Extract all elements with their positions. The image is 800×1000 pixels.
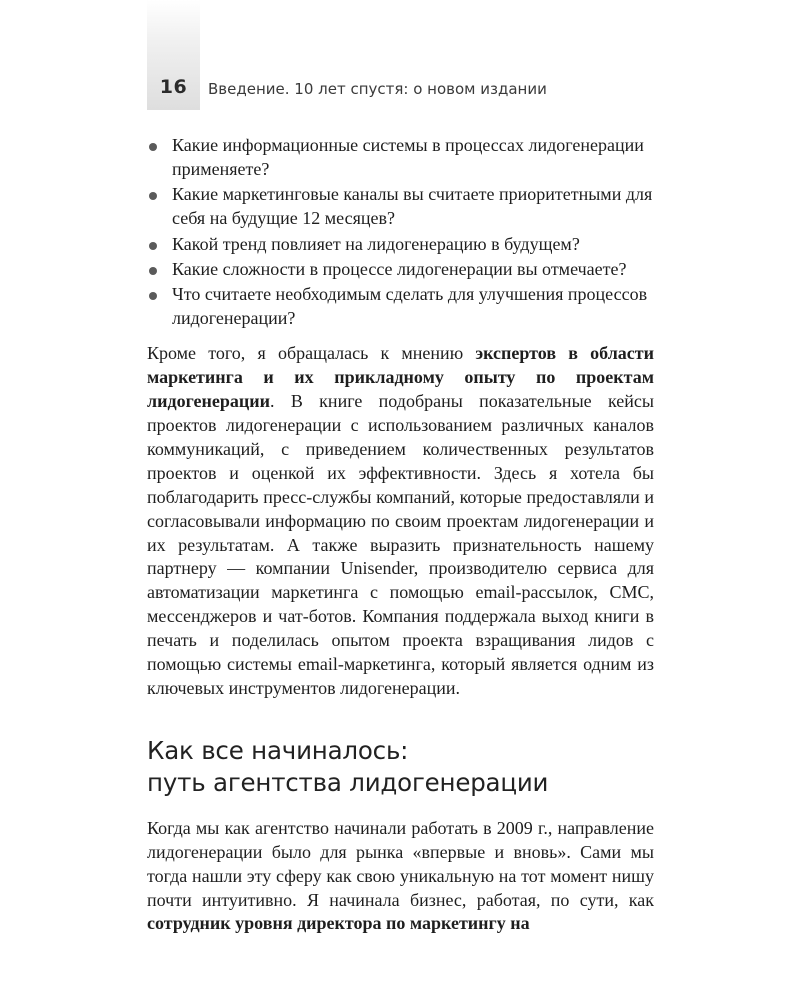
body-paragraph <box>147 342 654 701</box>
list-item <box>147 258 654 282</box>
bullet-icon <box>149 143 157 151</box>
list-item <box>147 283 654 331</box>
running-head: Введение. 10 лет спустя: о новом издании <box>208 80 547 98</box>
section-heading-line: путь агентства лидогенерации <box>147 767 549 797</box>
paragraph-emphasis: экспертов в области маркетинга и их прикладному опыту по проектам лидогенерации <box>147 343 655 412</box>
list-item <box>147 134 654 182</box>
list-item-text: Что считаете необходимым сделать для улучшения процессов лидогенерации? <box>172 284 648 329</box>
paragraph-emphasis: сотрудник уровня директора по маркетингу на <box>147 913 530 934</box>
list-item-text: Какие сложности в процессе лидогенерации вы отмечаете? <box>172 259 627 280</box>
list-item <box>147 183 654 231</box>
bullet-icon <box>149 192 157 200</box>
list-item-text: Какой тренд повлияет на лидогенерацию в будущем? <box>172 233 580 254</box>
section-heading <box>147 735 654 799</box>
body-paragraph <box>147 817 654 937</box>
paragraph-text: Когда мы как агентство начинали работать в 2009 г., направление лидогенерации было для рынка «впервые и вновь». Сами мы тогда нашли эту сферу как свою уникальную на тот момент нишу почти интуитивно. Я начинала бизнес, работая, по сути, как <box>147 817 654 910</box>
bullet-icon <box>149 292 157 300</box>
list-item <box>147 233 654 257</box>
page-number: 16 <box>159 76 188 98</box>
question-list <box>147 134 654 331</box>
list-item-text: Какие информационные системы в процессах лидогенерации применяете? <box>172 135 644 179</box>
bullet-icon <box>149 242 157 250</box>
list-item-text: Какие маркетинговые каналы вы считаете приоритетными для себя на будущие 12 месяцев? <box>172 184 653 229</box>
bullet-icon <box>149 267 157 275</box>
paragraph-text: Кроме того, я обращалась к мнению <box>147 343 476 364</box>
section-heading-line: Как все начиналось: <box>147 735 409 765</box>
page-body <box>147 134 654 936</box>
paragraph-text: . В книге подобраны показательные кейсы проектов лидогенерации с использованием различных каналов коммуникаций, с приведением количественных результатов проектов и оценкой их эффективности. Здесь я хотела бы поблагодарить пресс-службы компаний, которые предоставляли и согласовывали информацию по своим проектам лидогенерации и их результатам. А также выразить признательность нашему партнеру — компании Unisender, производителю сервиса для автоматизации маркетинга с помощью email-рассылок, СМС, мессенджеров и чат-ботов. Компания поддержала выход книги в печать и поделилась опытом проекта взращивания лидов с помощью системы email-маркетинга, который является одним из ключевых инструментов лидогенерации. <box>147 391 654 698</box>
